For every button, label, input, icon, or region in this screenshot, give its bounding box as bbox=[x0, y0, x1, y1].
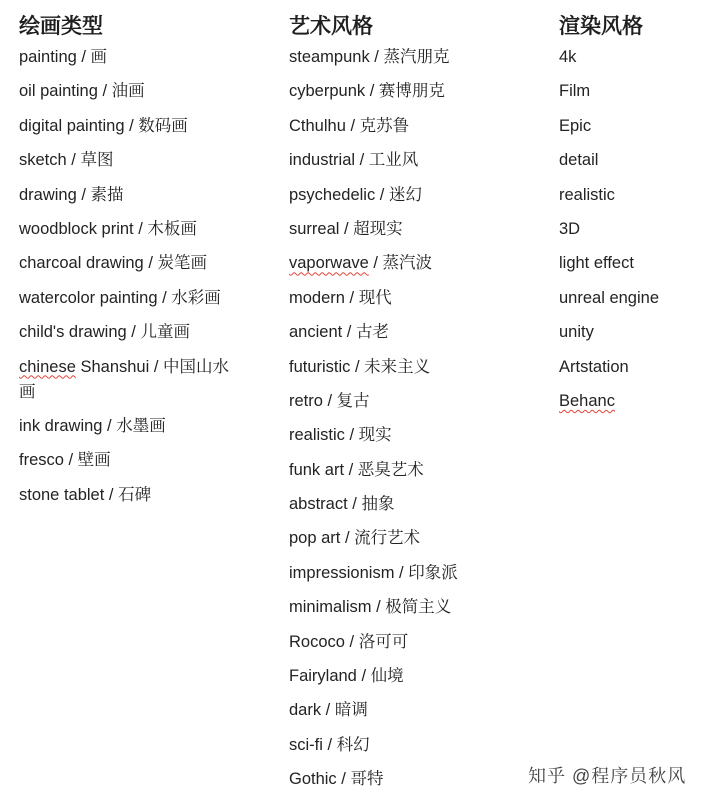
list-item bbox=[19, 320, 259, 345]
item-text: woodblock print / 木板画 bbox=[19, 219, 197, 238]
list-item bbox=[19, 148, 259, 173]
item-text: unity bbox=[559, 323, 594, 342]
art-style-list bbox=[289, 45, 529, 792]
item-text: drawing / 素描 bbox=[19, 185, 124, 204]
list-item bbox=[559, 45, 709, 70]
item-text: Gothic / 哥特 bbox=[289, 770, 384, 789]
list-item bbox=[559, 286, 709, 311]
list-item bbox=[19, 45, 259, 70]
list-item bbox=[289, 45, 529, 70]
item-text: futuristic / 未来主义 bbox=[289, 357, 431, 376]
item-text: abstract / 抽象 bbox=[289, 495, 395, 514]
item-text: Artstation bbox=[559, 357, 629, 376]
item-text: ink drawing / 水墨画 bbox=[19, 416, 166, 435]
item-text: ancient / 古老 bbox=[289, 323, 389, 342]
item-text: light effect bbox=[559, 254, 634, 273]
column-painting-types bbox=[19, 10, 259, 517]
item-text: 3D bbox=[559, 219, 581, 238]
item-text: dark / 暗调 bbox=[289, 701, 368, 720]
spellcheck-underlined-word: Behanc bbox=[559, 391, 615, 410]
list-item bbox=[289, 561, 529, 586]
item-text: detail bbox=[559, 151, 599, 170]
list-item bbox=[559, 251, 709, 276]
item-text: surreal / 超现实 bbox=[289, 219, 403, 238]
spellcheck-underlined-word: vaporwave bbox=[289, 254, 369, 273]
item-text: impressionism / 印象派 bbox=[289, 563, 458, 582]
item-text: oil painting / 油画 bbox=[19, 82, 145, 101]
render-style-list bbox=[559, 45, 709, 414]
list-item bbox=[289, 526, 529, 551]
item-text: / 蒸汽波 bbox=[368, 254, 433, 273]
column-title: 渲染风格 bbox=[559, 15, 643, 38]
item-text: sci-fi / 科幻 bbox=[289, 735, 370, 754]
item-text: Fairyland / 仙境 bbox=[289, 667, 404, 686]
list-item bbox=[289, 664, 529, 689]
item-text: Cthulhu / 克苏鲁 bbox=[289, 116, 410, 135]
spellcheck-underlined-word: chinese bbox=[19, 357, 76, 376]
list-item bbox=[289, 251, 529, 276]
list-item bbox=[289, 183, 529, 208]
item-text: industrial / 工业风 bbox=[289, 151, 419, 170]
item-text: Shanshui / 中国山水画 bbox=[19, 357, 230, 401]
list-item bbox=[19, 251, 259, 276]
item-text: Rococo / 洛可可 bbox=[289, 632, 409, 651]
list-item bbox=[19, 114, 259, 139]
list-item bbox=[289, 286, 529, 311]
item-text: funk art / 恶臭艺术 bbox=[289, 460, 424, 479]
list-item bbox=[19, 414, 259, 439]
list-item bbox=[559, 389, 709, 414]
list-item bbox=[289, 79, 529, 104]
list-item bbox=[559, 355, 709, 380]
list-item bbox=[19, 448, 259, 473]
item-text: child's drawing / 儿童画 bbox=[19, 323, 190, 342]
list-item bbox=[559, 183, 709, 208]
item-text: fresco / 壁画 bbox=[19, 451, 111, 470]
item-text: pop art / 流行艺术 bbox=[289, 529, 421, 548]
list-item bbox=[289, 423, 529, 448]
item-text: realistic bbox=[559, 185, 615, 204]
list-item bbox=[19, 183, 259, 208]
item-text: Film bbox=[559, 82, 591, 101]
item-text: watercolor painting / 水彩画 bbox=[19, 288, 221, 307]
item-text: cyberpunk / 赛博朋克 bbox=[289, 82, 445, 101]
list-item bbox=[289, 630, 529, 655]
watermark: 知乎 @程序员秋风 bbox=[528, 766, 687, 786]
list-item bbox=[289, 492, 529, 517]
item-text: 4k bbox=[559, 48, 577, 66]
list-item bbox=[19, 355, 229, 405]
list-item bbox=[559, 217, 709, 242]
column-art-styles bbox=[289, 10, 529, 802]
list-item bbox=[289, 114, 529, 139]
item-text: modern / 现代 bbox=[289, 288, 392, 307]
list-item bbox=[289, 458, 529, 483]
list-item bbox=[559, 79, 709, 104]
list-item bbox=[289, 595, 529, 620]
painting-type-list bbox=[19, 45, 259, 508]
list-item bbox=[559, 148, 709, 173]
item-text: retro / 复古 bbox=[289, 391, 370, 410]
item-text: psychedelic / 迷幻 bbox=[289, 185, 422, 204]
list-item bbox=[289, 767, 529, 792]
item-text: minimalism / 极简主义 bbox=[289, 598, 452, 617]
item-text: steampunk / 蒸汽朋克 bbox=[289, 48, 450, 66]
column-title: 绘画类型 bbox=[19, 15, 103, 38]
list-item bbox=[559, 320, 709, 345]
list-item bbox=[19, 286, 259, 311]
item-text: realistic / 现实 bbox=[289, 426, 392, 445]
list-item bbox=[19, 79, 259, 104]
column-render-styles bbox=[559, 10, 709, 423]
list-item bbox=[289, 217, 529, 242]
item-text: digital painting / 数码画 bbox=[19, 116, 188, 135]
list-item bbox=[289, 355, 529, 380]
item-text: unreal engine bbox=[559, 288, 659, 307]
list-item bbox=[289, 733, 529, 758]
list-item bbox=[289, 389, 529, 414]
list-item bbox=[19, 217, 259, 242]
column-title: 艺术风格 bbox=[289, 15, 373, 38]
list-item bbox=[289, 698, 529, 723]
item-text: Epic bbox=[559, 116, 592, 135]
list-item bbox=[289, 148, 529, 173]
list-item bbox=[289, 320, 529, 345]
item-text: charcoal drawing / 炭笔画 bbox=[19, 254, 207, 273]
item-text: painting / 画 bbox=[19, 48, 108, 66]
item-text: stone tablet / 石碑 bbox=[19, 485, 152, 504]
list-item bbox=[559, 114, 709, 139]
item-text: sketch / 草图 bbox=[19, 151, 114, 170]
list-item bbox=[19, 483, 259, 508]
